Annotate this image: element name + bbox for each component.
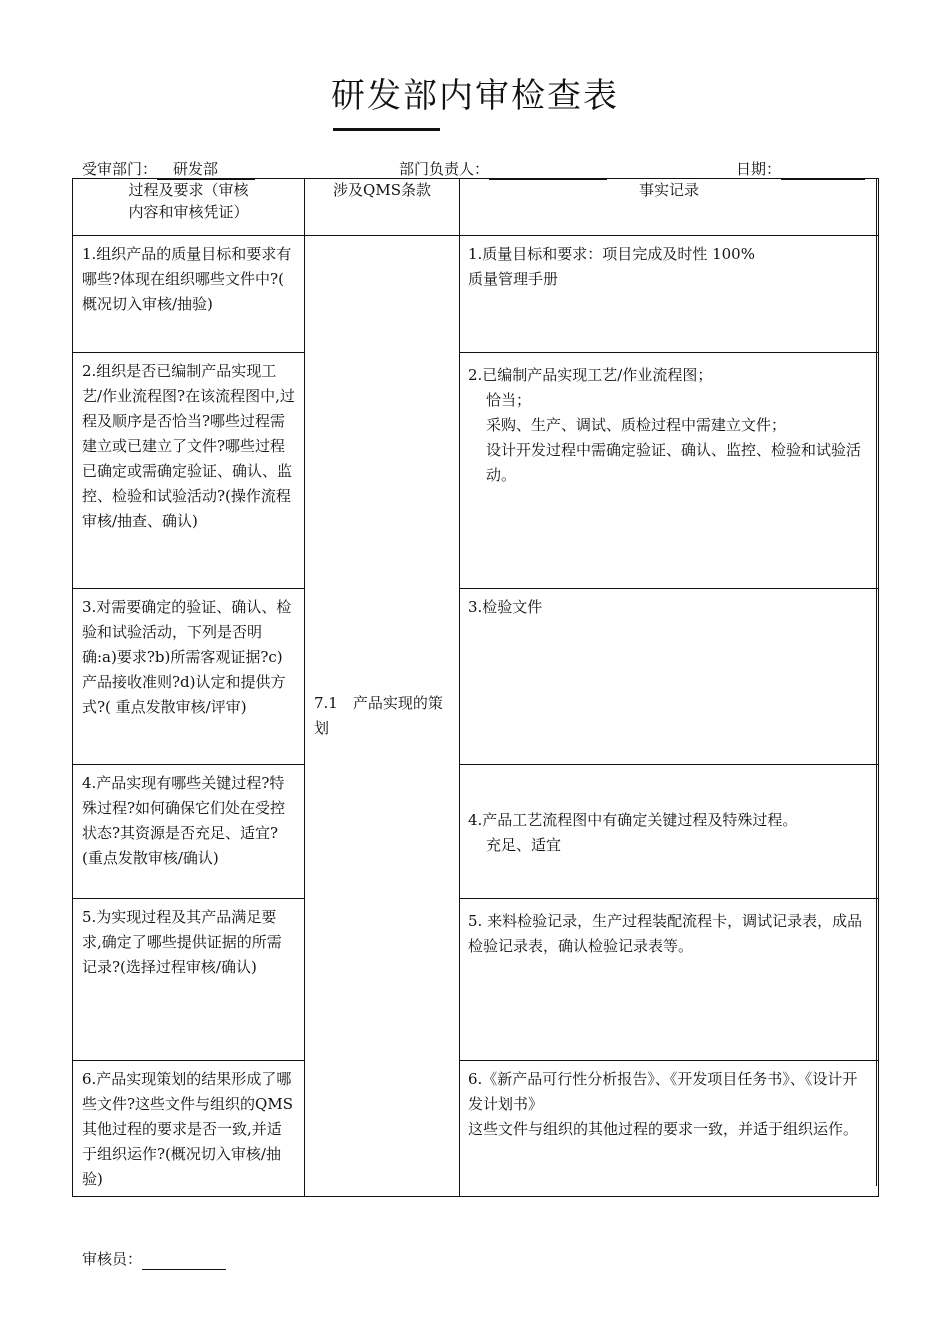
- table-row: [73, 353, 879, 589]
- audit-date: [736, 158, 865, 180]
- table-outer-border: [876, 178, 877, 1186]
- requirement-cell: 5.为实现过程及其产品满足要求,确定了哪些提供证据的所需记录?(选择过程审核/确认): [73, 899, 305, 1061]
- table-row: [73, 1061, 879, 1197]
- table-row: [73, 236, 879, 353]
- auditor-field[interactable]: [142, 1269, 226, 1270]
- record-cell: 1.质量目标和要求：项目完成及时性 100% 质量管理手册: [460, 236, 879, 353]
- requirement-cell: 6.产品实现策划的结果形成了哪些文件?这些文件与组织的QMS其他过程的要求是否一致,并适于组织运作?(概况切入审核/抽验): [73, 1061, 305, 1197]
- auditor-label: 审核员：: [82, 1250, 143, 1268]
- table-header-row: [73, 179, 879, 236]
- page-title: 研发部内审检查表: [331, 76, 619, 116]
- col-header-records: 事实记录: [460, 179, 879, 236]
- dept-label: 受审部门：: [82, 160, 158, 178]
- requirement-cell: 3.对需要确定的验证、确认、检验和试验活动，下列是否明确:a)要求?b)所需客观证据?c)产品接收准则?d)认定和提供方式?( 重点发散审核/评审): [73, 589, 305, 765]
- dept-field[interactable]: 研发部: [157, 159, 255, 180]
- record-cell: 3.检验文件: [460, 589, 879, 765]
- table-row: [73, 589, 879, 765]
- record-cell: 4.产品工艺流程图中有确定关键过程及特殊过程。 充足、适宜: [460, 765, 879, 899]
- requirement-cell: 2.组织是否已编制产品实现工艺/作业流程图?在该流程图中,过程及顺序是否恰当?哪些过程需建立或已建立了文件?哪些过程已确定或需确定验证、确认、监控、检验和试验活动?(操作流程审核/抽查、确认): [73, 353, 305, 589]
- table-row: [73, 899, 879, 1061]
- record-cell: 5. 来料检验记录，生产过程装配流程卡，调试记录表，成品检验记录表，确认检验记录表等。: [460, 899, 879, 1061]
- audited-department: [82, 158, 255, 180]
- date-label: 日期：: [736, 160, 782, 178]
- col-header-clause: 涉及QMS条款: [305, 179, 460, 236]
- table-row: [73, 765, 879, 899]
- requirement-cell: 4.产品实现有哪些关键过程?特殊过程?如何确保它们处在受控状态?其资源是否充足、适宜?(重点发散审核/确认): [73, 765, 305, 899]
- record-cell: 6.《新产品可行性分析报告》、《开发项目任务书》、《设计开发计划书》 这些文件与组织的其他过程的要求一致，并适于组织运作。: [460, 1061, 879, 1197]
- col-header-requirements: 过程及要求（审核 内容和审核凭证）: [73, 179, 305, 236]
- audit-checklist-table: [72, 178, 879, 1197]
- department-owner: [399, 158, 607, 180]
- clause-cell: 7.1 产品实现的策划: [305, 236, 460, 1197]
- title-underline: [333, 128, 440, 131]
- record-cell: 2.已编制产品实现工艺/作业流程图； 恰当； 采购、生产、调试、质检过程中需建立文件； 设计开发过程中需确定验证、确认、监控、检验和试验活动。: [460, 353, 879, 589]
- auditor-signature: [82, 1248, 226, 1270]
- requirement-cell: 1.组织产品的质量目标和要求有哪些?体现在组织哪些文件中?( 概况切入审核/抽验): [73, 236, 305, 353]
- owner-label: 部门负责人：: [399, 160, 490, 178]
